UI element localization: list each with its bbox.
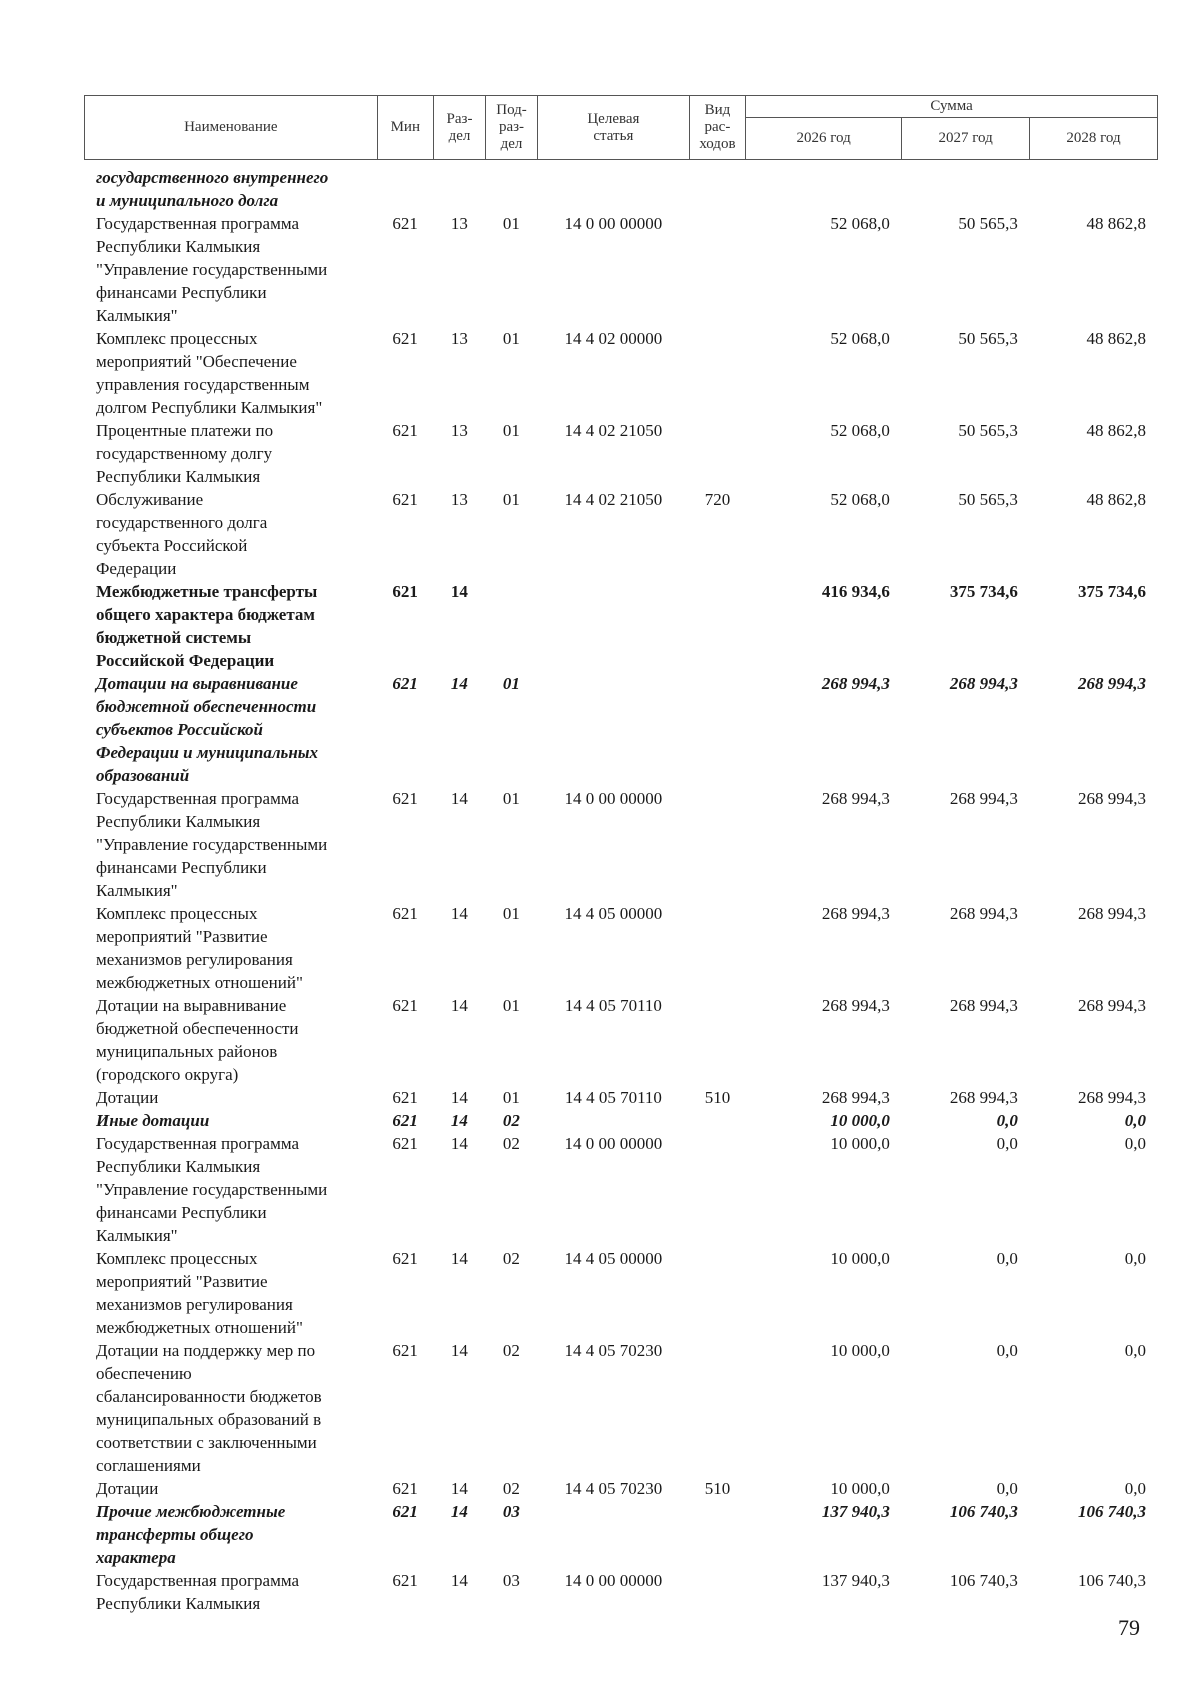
row-target: 14 4 05 00000: [564, 1249, 663, 1268]
row-sum-2028: 0,0: [1124, 1111, 1146, 1130]
row-target: [537, 580, 689, 672]
row-target: [537, 1109, 689, 1132]
row-name: Комплекс процессных мероприятий "Развитие механизмов регулирования межбюджетных отношений": [96, 1249, 303, 1337]
row-podrazdel: [485, 580, 537, 672]
table-row: [84, 994, 1158, 1086]
row-sum-2026: 52 068,0: [830, 421, 890, 440]
table-row: [84, 327, 1158, 419]
row-razdel: 14: [450, 1134, 468, 1153]
row-name: Прочие межбюджетные трансферты общего характера: [96, 1502, 286, 1567]
row-razdel: 14: [450, 789, 468, 808]
row-sum-2028: 48 862,8: [1086, 214, 1146, 233]
row-podrazdel: 01: [502, 996, 520, 1015]
row-podrazdel: 01: [502, 1088, 520, 1107]
table-header: [84, 95, 1158, 160]
row-vid: 510: [704, 1088, 731, 1107]
table-row: [84, 488, 1158, 580]
table-row: [84, 1109, 1158, 1132]
row-min: 621: [392, 1134, 418, 1153]
row-razdel: 14: [450, 1479, 468, 1498]
table-row: [84, 1500, 1158, 1569]
row-vid: 510: [704, 1479, 731, 1498]
row-min: 621: [392, 996, 418, 1015]
row-target: 14 4 05 70110: [564, 1088, 662, 1107]
row-sum-2026: 268 994,3: [821, 674, 890, 693]
row-target: 14 0 00 00000: [564, 1134, 663, 1153]
row-podrazdel: 02: [502, 1111, 520, 1130]
row-podrazdel: 01: [502, 490, 520, 509]
row-razdel: 14: [450, 1111, 468, 1130]
row-vid: [689, 1109, 745, 1132]
row-sum-2027: 268 994,3: [949, 996, 1018, 1015]
row-vid: [689, 902, 745, 994]
table-row: [84, 787, 1158, 902]
row-sum-2027: 268 994,3: [949, 1088, 1018, 1107]
row-min: [377, 166, 433, 212]
row-podrazdel: 01: [502, 904, 520, 923]
row-name: Государственная программа Республики Калмыкия: [96, 1571, 300, 1613]
row-target: 14 4 05 70230: [564, 1341, 663, 1360]
row-podrazdel: 03: [502, 1502, 520, 1521]
row-target: [537, 1500, 689, 1569]
row-sum-2026: 137 940,3: [821, 1502, 890, 1521]
row-sum-2026: 416 934,6: [821, 582, 890, 601]
row-sum-2028: 48 862,8: [1086, 329, 1146, 348]
row-sum-2027: 375 734,6: [949, 582, 1018, 601]
row-vid: [689, 1500, 745, 1569]
row-name: Комплекс процессных мероприятий "Развитие механизмов регулирования межбюджетных отношений": [96, 904, 303, 992]
row-target: 14 4 02 00000: [564, 329, 663, 348]
table-row: [84, 1132, 1158, 1247]
row-sum-2026: 268 994,3: [821, 789, 890, 808]
row-target: 14 4 05 70110: [564, 996, 662, 1015]
row-min: 621: [392, 1502, 418, 1521]
row-name: Государственная программа Республики Калмыкия "Управление государственными финансами Республики Калмыкия": [96, 214, 328, 325]
row-podrazdel: 01: [502, 329, 520, 348]
row-vid: [689, 1569, 745, 1615]
row-target: 14 0 00 00000: [564, 214, 663, 233]
row-target: 14 4 05 70230: [564, 1479, 663, 1498]
table-row: [84, 580, 1158, 672]
row-sum-2028: 268 994,3: [1078, 904, 1146, 923]
row-target: 14 0 00 00000: [564, 1571, 663, 1590]
row-podrazdel: 03: [502, 1571, 520, 1590]
row-target: 14 0 00 00000: [564, 789, 663, 808]
row-razdel: [433, 166, 485, 212]
row-sum-2026: 137 940,3: [821, 1571, 890, 1590]
page-number: 79: [1118, 1615, 1140, 1640]
row-sum-2027: 50 565,3: [958, 421, 1018, 440]
row-min: 621: [392, 674, 418, 693]
row-vid: [689, 672, 745, 787]
row-sum-2028: [1030, 166, 1158, 212]
table-row: [84, 419, 1158, 488]
row-razdel: 13: [450, 421, 468, 440]
row-target: [537, 672, 689, 787]
row-min: 621: [392, 1479, 418, 1498]
row-name: Процентные платежи по государственному долгу Республики Калмыкия: [96, 421, 274, 486]
row-sum-2026: 10 000,0: [830, 1111, 890, 1130]
table-row: [84, 1569, 1158, 1615]
row-name: Дотации: [96, 1088, 159, 1107]
row-sum-2028: 375 734,6: [1078, 582, 1146, 601]
row-sum-2028: 48 862,8: [1086, 421, 1146, 440]
header-name: Наименование: [85, 96, 378, 160]
header-razdel: Раз- дел: [433, 96, 485, 160]
row-sum-2028: 268 994,3: [1078, 1088, 1146, 1107]
row-vid: [689, 419, 745, 488]
row-sum-2026: 10 000,0: [830, 1249, 890, 1268]
row-sum-2028: 268 994,3: [1078, 674, 1146, 693]
row-sum-2027: 106 740,3: [949, 1571, 1018, 1590]
header-2027: 2027 год: [902, 118, 1030, 160]
row-min: 621: [392, 1341, 418, 1360]
row-vid: [689, 787, 745, 902]
header-min: Мин: [377, 96, 433, 160]
row-min: 621: [392, 1571, 418, 1590]
row-vid: [689, 1247, 745, 1339]
row-name: государственного внутреннего и муниципального долга: [96, 168, 329, 210]
row-min: 621: [392, 1088, 418, 1107]
row-vid: [689, 1339, 745, 1477]
row-sum-2027: 50 565,3: [958, 490, 1018, 509]
row-razdel: 14: [450, 1088, 468, 1107]
row-target: 14 4 02 21050: [564, 490, 663, 509]
row-razdel: 14: [450, 1249, 468, 1268]
row-min: 621: [392, 789, 418, 808]
row-sum-2027: 0,0: [996, 1479, 1018, 1498]
row-razdel: 13: [450, 490, 468, 509]
row-sum-2027: 0,0: [996, 1249, 1018, 1268]
row-sum-2028: 268 994,3: [1078, 996, 1146, 1015]
table-row: [84, 1247, 1158, 1339]
row-min: 621: [392, 582, 418, 601]
row-sum-2026: 268 994,3: [821, 1088, 890, 1107]
row-sum-2028: 0,0: [1124, 1249, 1146, 1268]
row-name: Государственная программа Республики Калмыкия "Управление государственными финансами Республики Калмыкия": [96, 789, 328, 900]
row-sum-2027: 268 994,3: [949, 674, 1018, 693]
row-sum-2026: 10 000,0: [830, 1479, 890, 1498]
row-podrazdel: 01: [502, 789, 520, 808]
row-vid: [689, 994, 745, 1086]
row-podrazdel: 01: [502, 674, 520, 693]
row-sum-2027: 0,0: [996, 1341, 1018, 1360]
row-razdel: 14: [450, 674, 468, 693]
row-sum-2028: 48 862,8: [1086, 490, 1146, 509]
row-sum-2028: 106 740,3: [1078, 1502, 1146, 1521]
row-min: 621: [392, 490, 418, 509]
table-row: [84, 1477, 1158, 1500]
row-name: Дотации на выравнивание бюджетной обеспеченности субъектов Российской Федерации и муниципальных образований: [96, 674, 319, 785]
table-row: [84, 212, 1158, 327]
row-target: 14 4 02 21050: [564, 421, 663, 440]
row-razdel: 14: [450, 1571, 468, 1590]
row-target: [537, 166, 689, 212]
row-sum-2027: 268 994,3: [949, 904, 1018, 923]
row-name: Межбюджетные трансферты общего характера бюджетам бюджетной системы Российской Федерации: [96, 582, 318, 670]
row-min: 621: [392, 904, 418, 923]
row-sum-2026: 10 000,0: [830, 1341, 890, 1360]
row-vid: 720: [704, 490, 731, 509]
row-podrazdel: 02: [502, 1479, 520, 1498]
row-podrazdel: 02: [502, 1249, 520, 1268]
row-sum-2028: 0,0: [1124, 1341, 1146, 1360]
row-name: Комплекс процессных мероприятий "Обеспечение управления государственным долгом Республики Калмыкия": [96, 329, 323, 417]
row-sum-2028: 106 740,3: [1078, 1571, 1146, 1590]
table-row: [84, 1339, 1158, 1477]
row-target: 14 4 05 00000: [564, 904, 663, 923]
row-podrazdel: 02: [502, 1134, 520, 1153]
row-sum-2026: 268 994,3: [821, 904, 890, 923]
row-vid: [689, 580, 745, 672]
header-target: Целевая статья: [538, 96, 690, 160]
row-sum-2028: 0,0: [1124, 1479, 1146, 1498]
row-sum-2027: [902, 166, 1030, 212]
row-min: 621: [392, 214, 418, 233]
header-podrazdel: Под- раз- дел: [486, 96, 538, 160]
header-2028: 2028 год: [1030, 118, 1158, 160]
row-name: Дотации на поддержку мер по обеспечению сбалансированности бюджетов муниципальных образований в соответствии с заключенными соглашениями: [96, 1341, 322, 1475]
row-sum-2026: 52 068,0: [830, 490, 890, 509]
budget-table: [84, 166, 1158, 1615]
row-min: 621: [392, 1249, 418, 1268]
row-sum-2026: [746, 166, 902, 212]
row-name: Обслуживание государственного долга субъекта Российской Федерации: [96, 490, 268, 578]
row-sum-2026: 10 000,0: [830, 1134, 890, 1153]
row-min: 621: [392, 421, 418, 440]
row-sum-2026: 52 068,0: [830, 214, 890, 233]
row-vid: [689, 327, 745, 419]
row-name: Иные дотации: [96, 1111, 210, 1130]
row-razdel: 14: [450, 1341, 468, 1360]
row-podrazdel: 02: [502, 1341, 520, 1360]
row-razdel: 14: [450, 904, 468, 923]
row-razdel: 13: [450, 329, 468, 348]
row-min: 621: [392, 1111, 418, 1130]
row-podrazdel: 01: [502, 421, 520, 440]
row-podrazdel: 01: [502, 214, 520, 233]
header-vid: Вид рас- ходов: [689, 96, 745, 160]
row-sum-2027: 50 565,3: [958, 329, 1018, 348]
header-summa: Сумма: [746, 96, 1158, 118]
row-razdel: 14: [450, 996, 468, 1015]
row-sum-2026: 268 994,3: [821, 996, 890, 1015]
row-sum-2027: 0,0: [996, 1134, 1018, 1153]
row-vid: [689, 166, 745, 212]
row-name: Дотации: [96, 1479, 159, 1498]
row-sum-2028: 268 994,3: [1078, 789, 1146, 808]
table-row: [84, 1086, 1158, 1109]
row-razdel: 14: [450, 1502, 468, 1521]
row-sum-2028: 0,0: [1124, 1134, 1146, 1153]
row-sum-2027: 50 565,3: [958, 214, 1018, 233]
table-row: [84, 902, 1158, 994]
table-row: [84, 166, 1158, 212]
row-sum-2027: 268 994,3: [949, 789, 1018, 808]
row-name: Государственная программа Республики Калмыкия "Управление государственными финансами Республики Калмыкия": [96, 1134, 328, 1245]
row-name: Дотации на выравнивание бюджетной обеспеченности муниципальных районов (городского округа): [96, 996, 299, 1084]
header-2026: 2026 год: [746, 118, 902, 160]
row-vid: [689, 1132, 745, 1247]
row-sum-2027: 0,0: [996, 1111, 1018, 1130]
row-podrazdel: [485, 166, 537, 212]
row-min: 621: [392, 329, 418, 348]
row-sum-2027: 106 740,3: [949, 1502, 1018, 1521]
row-razdel: 13: [450, 214, 468, 233]
table-row: [84, 672, 1158, 787]
row-sum-2026: 52 068,0: [830, 329, 890, 348]
row-vid: [689, 212, 745, 327]
row-razdel: 14: [450, 582, 468, 601]
